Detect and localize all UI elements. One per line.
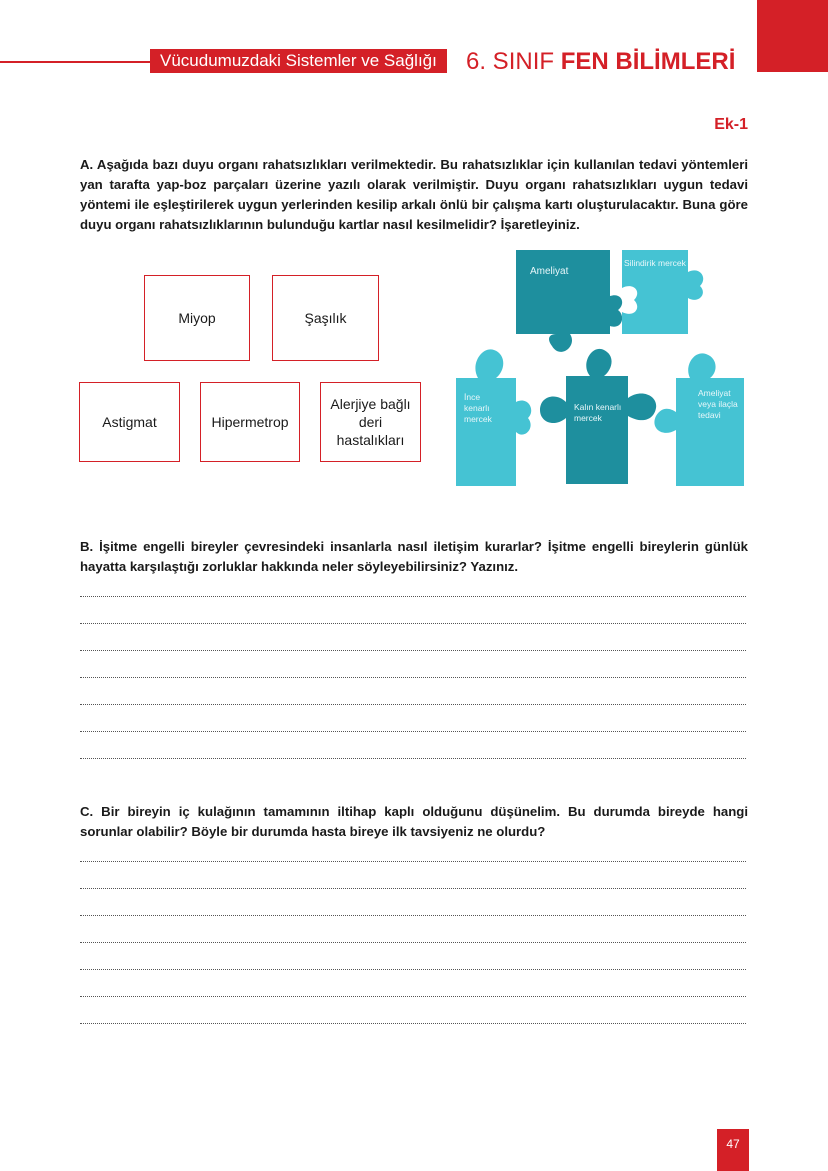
answer-line[interactable] — [80, 624, 746, 651]
answer-line[interactable] — [80, 705, 746, 732]
header-rule — [0, 61, 150, 63]
grade-label: 6. SINIF — [466, 48, 555, 75]
unit-title: Vücudumuzdaki Sistemler ve Sağlığı — [150, 49, 447, 73]
answer-line[interactable] — [80, 678, 746, 705]
answer-lines-b — [80, 570, 746, 759]
answer-line[interactable] — [80, 943, 746, 970]
answer-line[interactable] — [80, 732, 746, 759]
answer-line[interactable] — [80, 651, 746, 678]
question-c: C. Bir bireyin iç kulağının tamamının iltihap kaplı olduğunu düşünelim. Bu durumda bireyde hangi sorunlar olabilir? Böyle bir durumda hasta bireye ilk tavsiyeniz ne olurdu? — [80, 804, 748, 839]
header-corner-block — [757, 0, 828, 72]
answer-line[interactable] — [80, 570, 746, 597]
card-sasilik[interactable]: Şaşılık — [272, 275, 379, 361]
question-b: B. İşitme engelli bireyler çevresindeki insanlarla nasıl iletişim kurarlar? İşitme engelli bireylerin günlük hayatta karşılaştığı zorluklar hakkında neler söyleyebilirsiniz? Yazınız. — [80, 539, 748, 574]
puzzle-label-ince-kenarli: İnce kenarlı mercek — [464, 392, 492, 424]
card-miyop[interactable]: Miyop — [144, 275, 250, 361]
answer-line[interactable] — [80, 835, 746, 862]
answer-line[interactable] — [80, 970, 746, 997]
puzzle-label-silindirik: Silindirik mercek — [624, 258, 686, 268]
puzzle-image — [452, 246, 750, 498]
answer-line[interactable] — [80, 997, 746, 1024]
answer-lines-c — [80, 835, 746, 1024]
page-number: 47 — [717, 1129, 749, 1171]
annex-label: Ek-1 — [714, 116, 748, 133]
answer-line[interactable] — [80, 916, 746, 943]
answer-line[interactable] — [80, 597, 746, 624]
answer-line[interactable] — [80, 862, 746, 889]
card-astigmat[interactable]: Astigmat — [79, 382, 180, 462]
puzzle-label-ameliyat: Ameliyat — [530, 266, 569, 277]
question-a: A. Aşağıda bazı duyu organı rahatsızlıkları verilmektedir. Bu rahatsızlıklar için kullanılan tedavi yöntemleri yan tarafta yap-boz parçaları üzerine yazılı olarak verilmiştir. Duyu organı rahatsızlıkları uygun tedavi yöntemi ile eşleştirilerek uygun yerlerinden kesilip arkalı önlü bir çalışma kartı oluşturulacaktır. Buna göre duyu organı rahatsızlıklarının bulunduğu kartlar nasıl kesilmelidir? İşaretleyiniz. — [80, 157, 748, 232]
subject-label: FEN BİLİMLERİ — [560, 48, 736, 75]
card-hipermetrop[interactable]: Hipermetrop — [200, 382, 300, 462]
puzzle-label-ameliyat-ilac: Ameliyat veya ilaçla tedavi — [698, 388, 738, 420]
puzzle-label-kalin-kenarli: Kalın kenarlı mercek — [574, 402, 622, 423]
card-alerji[interactable]: Alerjiye bağlı deri hastalıkları — [320, 382, 421, 462]
puzzle-graphic — [452, 246, 750, 498]
answer-line[interactable] — [80, 889, 746, 916]
grade-subject-title — [466, 46, 735, 78]
